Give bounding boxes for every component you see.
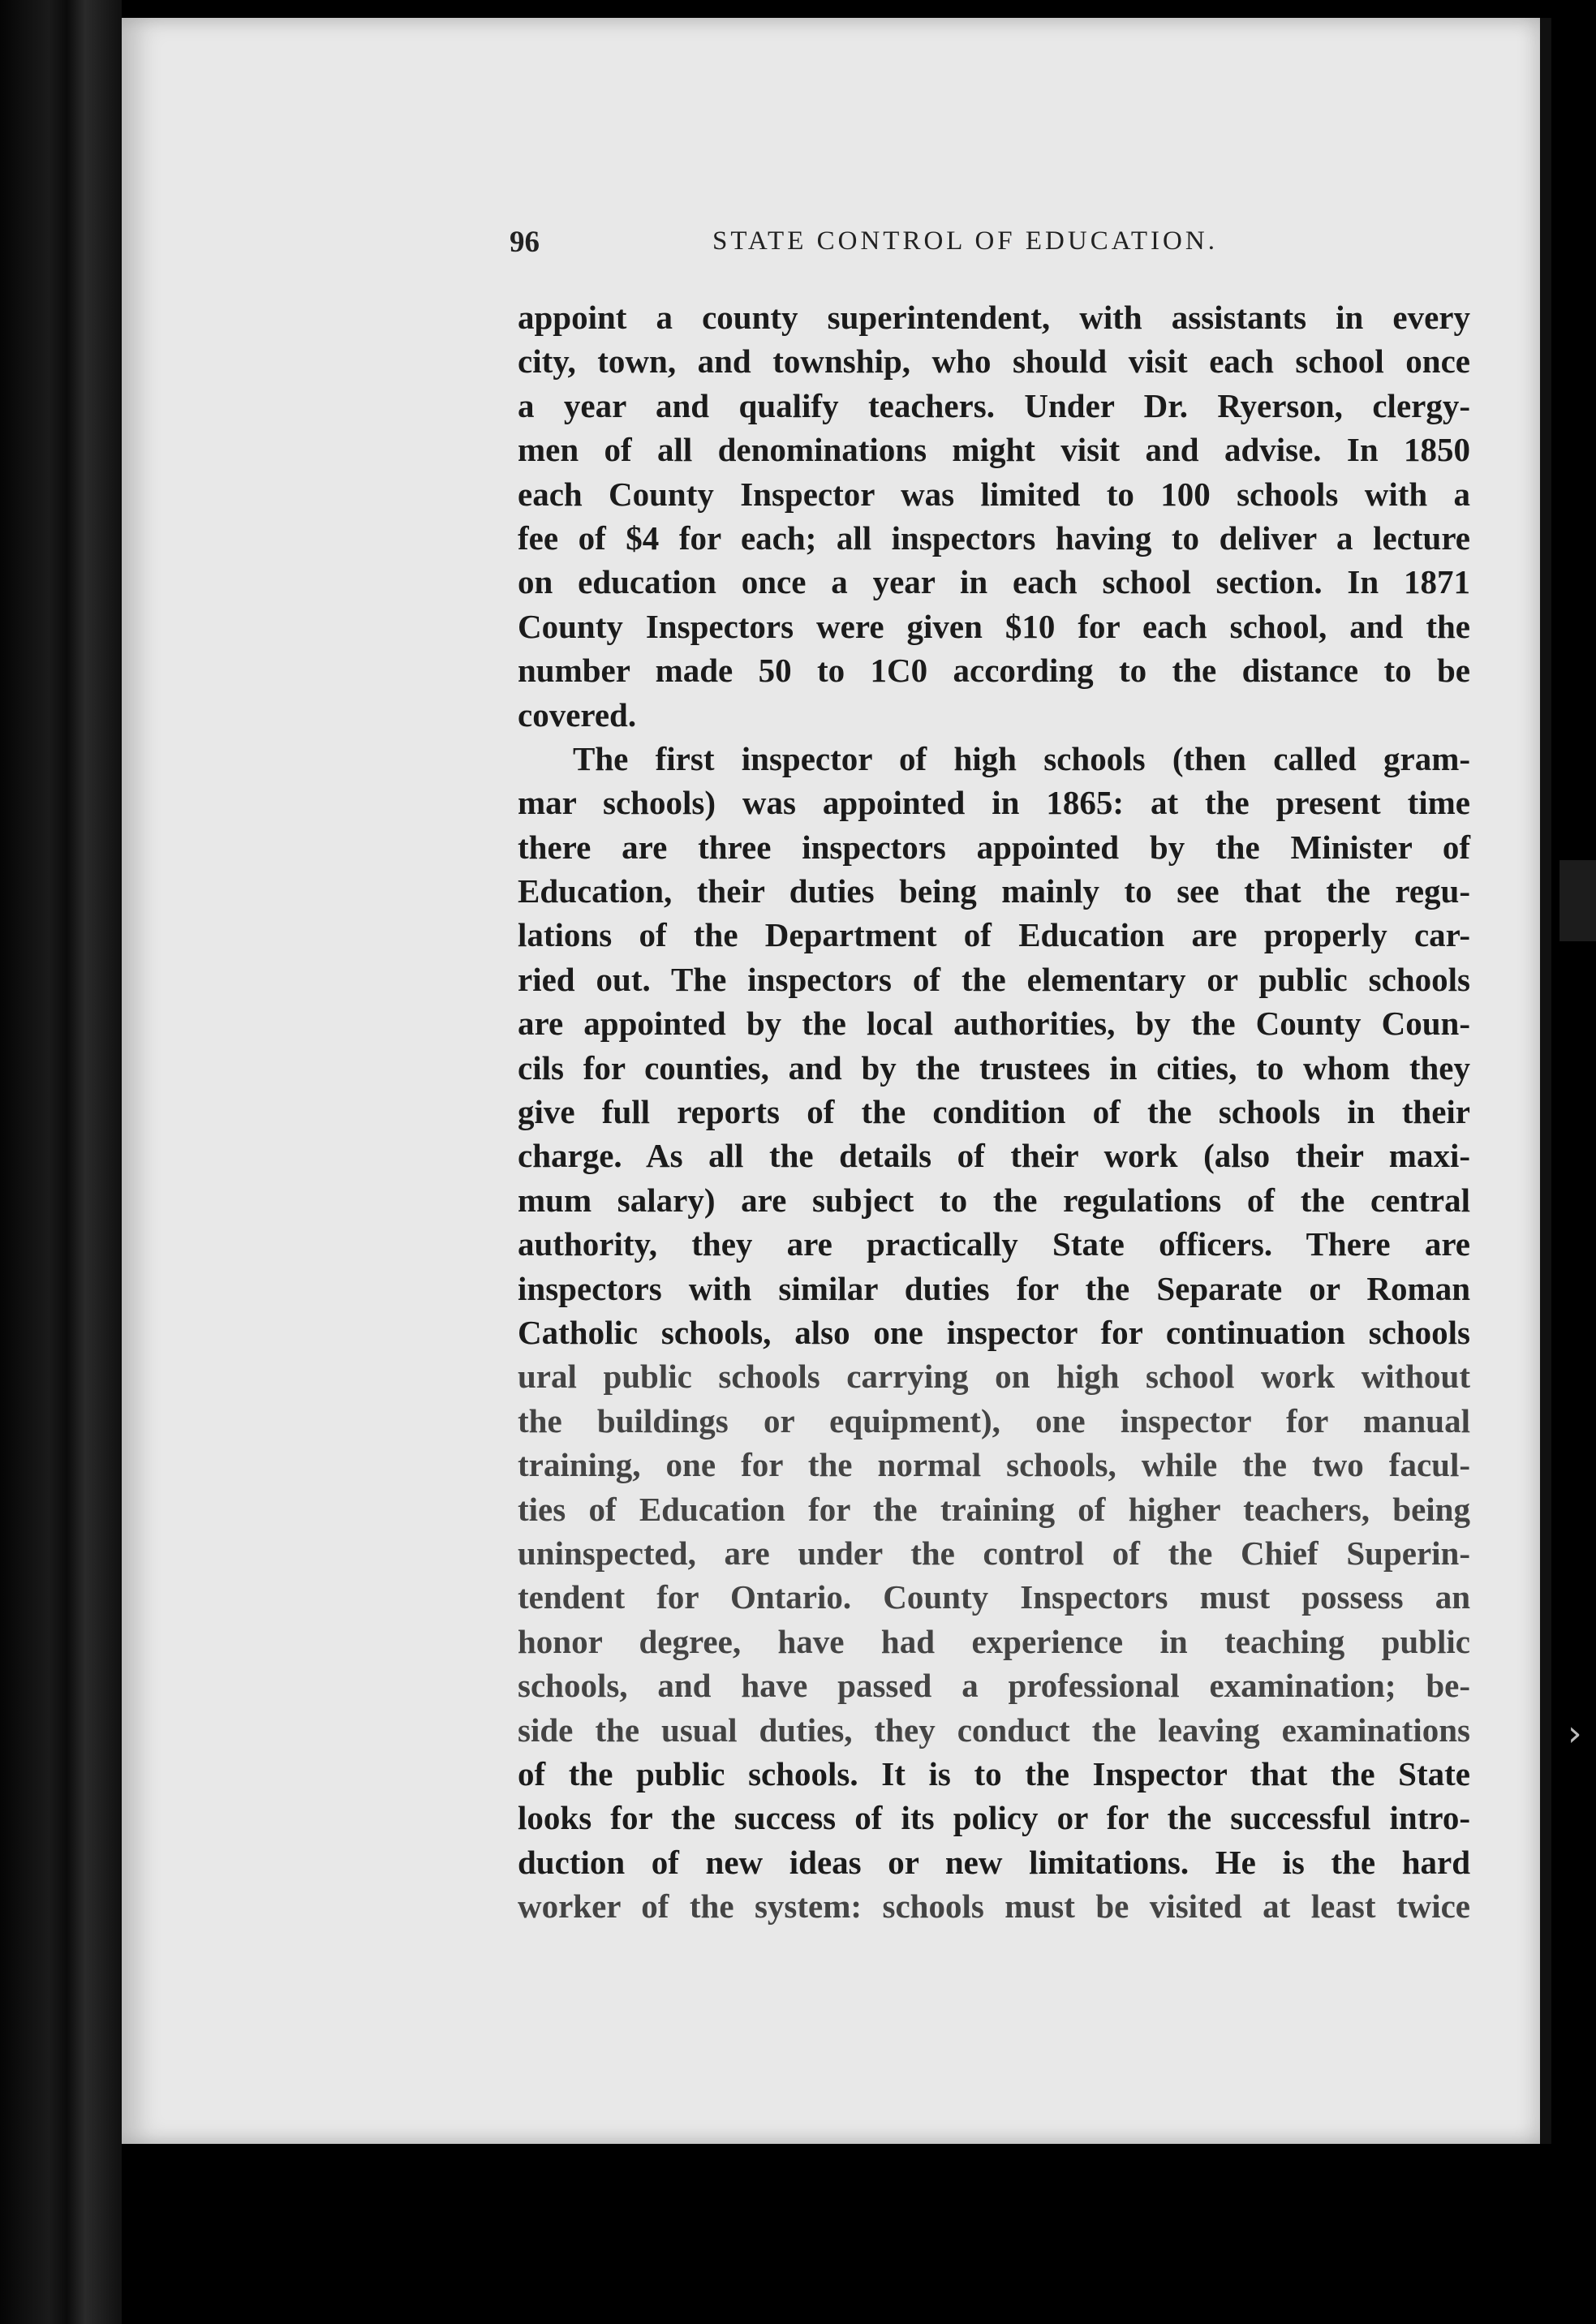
body-text: [518, 295, 1470, 1928]
page-turn-arrow-icon: ›: [1568, 1713, 1582, 1754]
text-line: The first inspector of high schools (then called gram-: [573, 739, 1470, 777]
text-line: honor degree, have had experience in teaching public: [518, 1622, 1470, 1660]
text-line: on education once a year in each school section. In 1871: [518, 563, 1470, 601]
text-line: the buildings or equipment), one inspector for manual: [518, 1401, 1470, 1440]
text-line: ties of Education for the training of higher teachers, being: [518, 1490, 1470, 1528]
text-line: mar schools) was appointed in 1865: at the present time: [518, 784, 1470, 822]
text-line: inspectors with similar duties for the Separate or Roman: [518, 1269, 1470, 1307]
running-title: STATE CONTROL OF EDUCATION.: [712, 226, 1218, 256]
text-line: city, town, and township, who should visit each school once: [518, 342, 1470, 381]
page-right-edge: [1540, 18, 1551, 2144]
text-line: each County Inspector was limited to 100 schools with a: [518, 475, 1470, 513]
text-line: fee of $4 for each; all inspectors having to deliver a lecture: [518, 519, 1470, 557]
text-line: a year and qualify teachers. Under Dr. Ryerson, clergy-: [518, 386, 1470, 424]
text-line: authority, they are practically State officers. There are: [518, 1225, 1470, 1263]
scan-right-tab: [1559, 860, 1596, 941]
text-line: worker of the system: schools must be visited at least twice: [518, 1887, 1470, 1926]
text-line: looks for the success of its policy or for the successful intro-: [518, 1799, 1470, 1837]
text-line: there are three inspectors appointed by the Minister of: [518, 828, 1470, 866]
text-line: give full reports of the condition of the schools in their: [518, 1093, 1470, 1131]
text-line: County Inspectors were given $10 for each school, and the: [518, 607, 1470, 645]
text-line: number made 50 to 1C0 according to the distance to be: [518, 652, 1470, 690]
text-line: covered.: [518, 695, 637, 734]
text-line: mum salary) are subject to the regulations of the central: [518, 1181, 1470, 1219]
text-line: of the public schools. It is to the Inspector that the State: [518, 1754, 1470, 1792]
text-line: men of all denominations might visit and advise. In 1850: [518, 431, 1470, 469]
text-line: are appointed by the local authorities, by the County Coun-: [518, 1005, 1470, 1043]
text-line: Education, their duties being mainly to see that the regu-: [518, 872, 1470, 910]
page-number: 96: [510, 226, 540, 259]
text-line: lations of the Department of Education are properly car-: [518, 916, 1470, 954]
text-line: cils for counties, and by the trustees in cities, to whom they: [518, 1048, 1470, 1087]
text-line: ried out. The inspectors of the elementary or public schools: [518, 960, 1470, 998]
text-line: schools, and have passed a professional examination; be-: [518, 1667, 1470, 1705]
text-line: ural public schools carrying on high school work without: [518, 1358, 1470, 1396]
scan-left-binding-edge: [0, 0, 122, 2324]
text-line: charge. As all the details of their work (also their maxi-: [518, 1137, 1470, 1175]
text-line: uninspected, are under the control of the Chief Superin-: [518, 1534, 1470, 1572]
text-line: training, one for the normal schools, while the two facul-: [518, 1446, 1470, 1484]
text-line: tendent for Ontario. County Inspectors must possess an: [518, 1578, 1470, 1616]
running-head: [510, 225, 1467, 265]
text-line: appoint a county superintendent, with assistants in every: [518, 299, 1470, 336]
text-line: Catholic schools, also one inspector for continuation schools: [518, 1313, 1470, 1351]
text-line: side the usual duties, they conduct the leaving examinations: [518, 1711, 1470, 1749]
text-line: duction of new ideas or new limitations. He is the hard: [518, 1843, 1470, 1881]
